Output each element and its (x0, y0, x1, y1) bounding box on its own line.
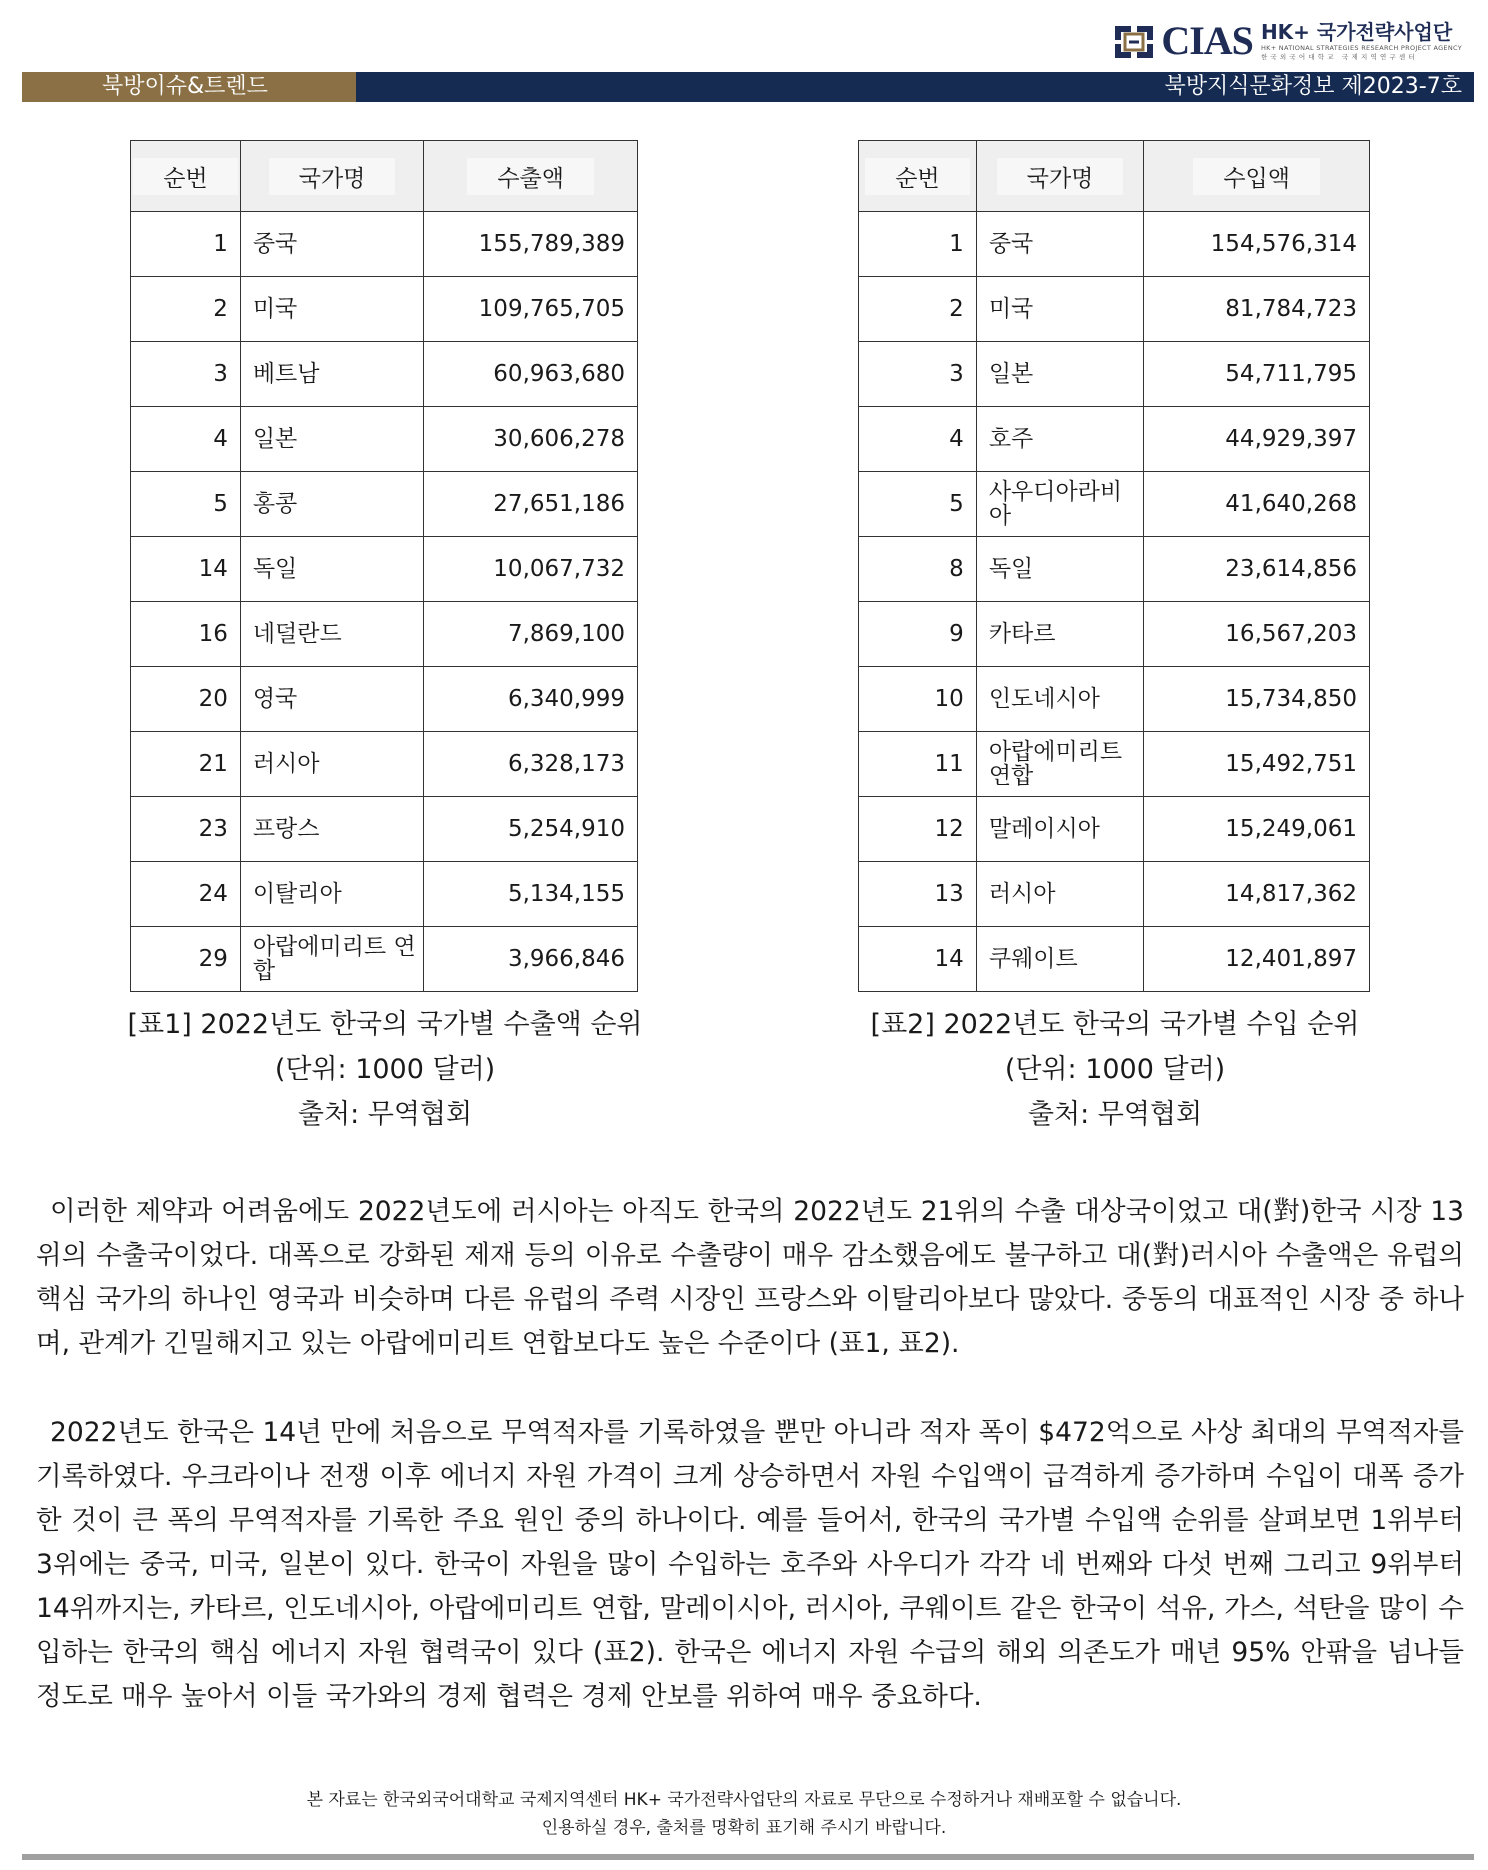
amount-cell: 6,328,173 (424, 732, 638, 797)
rank-cell: 29 (131, 927, 241, 992)
rank-cell: 1 (859, 212, 977, 277)
rank-cell: 24 (131, 862, 241, 927)
rank-cell: 2 (131, 277, 241, 342)
column-header-label: 수입액 (1193, 158, 1320, 195)
country-cell: 이탈리아 (240, 862, 423, 927)
column-header-label: 국가명 (269, 158, 396, 195)
amount-cell: 10,067,732 (424, 537, 638, 602)
rank-cell: 4 (859, 407, 977, 472)
rank-cell: 5 (131, 472, 241, 537)
body-paragraph: 이러한 제약과 어려움에도 2022년도에 러시아는 아직도 한국의 2022년도 21위의 수출 대상국이었고 대(對)한국 시장 13위의 수출국이었다. 대폭으로 강화된 제재 등의 이유로 수출량이 매우 감소했음에도 불구하고 대(對)러시아 수출액은 유럽의 핵심 국가의 하나인 영국과 비슷하며 다른 유럽의 주력 시장인 프랑스와 이탈리아보다 많았다. 중동의 대표적인 시장 중 하나며, 관계가 긴밀해지고 있는 아랍에미리트 연합보다도 높은 수준이다 (표1, 표2). (36, 1196, 1464, 1359)
caption-unit: (단위: 1000 달러) (274, 1054, 496, 1085)
country-cell: 아랍에미리트 연합 (240, 927, 423, 992)
body-paragraph: 2022년도 한국은 14년 만에 처음으로 무역적자를 기록하였을 뿐만 아니라 적자 폭이 $472억으로 사상 최대의 무역적자를 기록하였다. 우크라이나 전쟁 이후 에너지 자원 가격이 크게 상승하면서 자원 수입액이 급격하게 증가하며 수입이 대폭 증가한 것이 큰 폭의 무역적자를 기록한 주요 원인 중의 하나이다. 예를 들어서, 한국의 국가별 수입액 순위를 살펴보면 1위부터 3위에는 중국, 미국, 일본이 있다. 한국이 자원을 많이 수입하는 호주와 사우디가 각각 네 번째와 다섯 번째 그리고 9위부터 14위까지는, 카타르, 인도네시아, 아랍에미리트 연합, 말레이시아, 러시아, 쿠웨이트 같은 한국이 석유, 가스, 석탄을 많이 수입하는 한국의 핵심 에너지 자원 협력국이 있다 (표2). 한국은 에너지 자원 수급의 해외 의존도가 매년 95% 안팎을 넘나들 정도로 매우 높아서 이들 국가와의 경제 협력은 경제 안보를 위하여 매우 중요하다. (36, 1417, 1464, 1712)
table-row (859, 797, 1370, 862)
table-row (131, 797, 638, 862)
rank-cell: 4 (131, 407, 241, 472)
country-cell: 인도네시아 (976, 667, 1144, 732)
rank-cell: 3 (859, 342, 977, 407)
country-cell: 독일 (976, 537, 1144, 602)
table-row (859, 407, 1370, 472)
country-cell: 카타르 (976, 602, 1144, 667)
table-row (859, 927, 1370, 992)
column-header-label: 순번 (133, 158, 237, 195)
table-row (131, 927, 638, 992)
rank-cell: 11 (859, 732, 977, 797)
country-cell: 호주 (976, 407, 1144, 472)
amount-cell: 5,254,910 (424, 797, 638, 862)
amount-cell: 15,249,061 (1144, 797, 1370, 862)
caption-unit: (단위: 1000 달러) (1004, 1054, 1226, 1085)
column-header-label: 국가명 (997, 158, 1124, 195)
footer-notice (0, 1786, 1488, 1842)
column-header (976, 141, 1144, 212)
rank-cell: 8 (859, 537, 977, 602)
export-ranking-table (130, 140, 638, 992)
amount-cell: 15,492,751 (1144, 732, 1370, 797)
import-ranking-table (858, 140, 1370, 992)
country-cell: 미국 (240, 277, 423, 342)
table-row (859, 602, 1370, 667)
table-row (859, 862, 1370, 927)
table-row (131, 472, 638, 537)
amount-cell: 27,651,186 (424, 472, 638, 537)
table-row (859, 537, 1370, 602)
table-header-row (131, 141, 638, 212)
caption-source: 출처: 무역협회 (297, 1099, 473, 1130)
country-cell: 중국 (240, 212, 423, 277)
country-cell: 러시아 (240, 732, 423, 797)
amount-cell: 109,765,705 (424, 277, 638, 342)
table-row (131, 602, 638, 667)
table-row (131, 537, 638, 602)
column-header-label: 수출액 (467, 158, 594, 195)
column-header-label: 순번 (865, 158, 969, 195)
table-row (131, 407, 638, 472)
table-row (859, 212, 1370, 277)
amount-cell: 15,734,850 (1144, 667, 1370, 732)
country-cell: 베트남 (240, 342, 423, 407)
issue-label: 북방지식문화정보 제2023-7호 (356, 72, 1474, 102)
header-logo (1111, 16, 1462, 66)
rank-cell: 16 (131, 602, 241, 667)
table-row (859, 277, 1370, 342)
amount-cell: 155,789,389 (424, 212, 638, 277)
country-cell: 영국 (240, 667, 423, 732)
table-row (859, 667, 1370, 732)
org-subtitle-en: HK+ NATIONAL STRATEGIES RESEARCH PROJECT AGENCY (1260, 44, 1462, 52)
amount-cell: 23,614,856 (1144, 537, 1370, 602)
country-cell: 일본 (976, 342, 1144, 407)
footer-rule (22, 1854, 1474, 1860)
cias-emblem-icon (1111, 18, 1157, 64)
table-row (859, 732, 1370, 797)
amount-cell: 3,966,846 (424, 927, 638, 992)
table-row (131, 277, 638, 342)
amount-cell: 14,817,362 (1144, 862, 1370, 927)
rank-cell: 1 (131, 212, 241, 277)
amount-cell: 7,869,100 (424, 602, 638, 667)
amount-cell: 6,340,999 (424, 667, 638, 732)
country-cell: 중국 (976, 212, 1144, 277)
rank-cell: 10 (859, 667, 977, 732)
rank-cell: 12 (859, 797, 977, 862)
column-header (424, 141, 638, 212)
amount-cell: 154,576,314 (1144, 212, 1370, 277)
column-header (240, 141, 423, 212)
country-cell: 사우디아라비아 (976, 472, 1144, 537)
country-cell: 일본 (240, 407, 423, 472)
amount-cell: 44,929,397 (1144, 407, 1370, 472)
country-cell: 말레이시아 (976, 797, 1144, 862)
amount-cell: 81,784,723 (1144, 277, 1370, 342)
rank-cell: 9 (859, 602, 977, 667)
country-cell: 쿠웨이트 (976, 927, 1144, 992)
logo-text: CIAS (1161, 18, 1253, 63)
amount-cell: 60,963,680 (424, 342, 638, 407)
rank-cell: 13 (859, 862, 977, 927)
table-row (131, 212, 638, 277)
table-row (131, 667, 638, 732)
country-cell: 독일 (240, 537, 423, 602)
rank-cell: 5 (859, 472, 977, 537)
rank-cell: 21 (131, 732, 241, 797)
footer-line: 본 자료는 한국외국어대학교 국제지역센터 HK+ 국가전략사업단의 자료로 무단으로 수정하거나 재배포할 수 없습니다. (306, 1790, 1182, 1810)
column-header (859, 141, 977, 212)
column-header (131, 141, 241, 212)
rank-cell: 14 (131, 537, 241, 602)
country-cell: 네덜란드 (240, 602, 423, 667)
rank-cell: 23 (131, 797, 241, 862)
org-title: HK+ 국가전략사업단 (1260, 20, 1453, 44)
table-row (131, 862, 638, 927)
table-header-row (859, 141, 1370, 212)
table-row (131, 342, 638, 407)
caption-title: [표1] 2022년도 한국의 국가별 수출액 순위 (127, 1009, 643, 1040)
caption-title: [표2] 2022년도 한국의 국가별 수입 순위 (870, 1009, 1360, 1040)
import-table-caption (810, 1002, 1420, 1137)
section-label: 북방이슈&트렌드 (22, 72, 356, 102)
rank-cell: 3 (131, 342, 241, 407)
country-cell: 프랑스 (240, 797, 423, 862)
rank-cell: 14 (859, 927, 977, 992)
amount-cell: 5,134,155 (424, 862, 638, 927)
org-subtitle-ko: 한국외국어대학교 국제지역연구센터 (1260, 53, 1418, 61)
export-table-caption (80, 1002, 690, 1137)
country-cell: 홍콩 (240, 472, 423, 537)
rank-cell: 2 (859, 277, 977, 342)
country-cell: 러시아 (976, 862, 1144, 927)
table-row (859, 342, 1370, 407)
header-bar (22, 72, 1474, 102)
country-cell: 미국 (976, 277, 1144, 342)
amount-cell: 12,401,897 (1144, 927, 1370, 992)
country-cell: 아랍에미리트 연합 (976, 732, 1144, 797)
amount-cell: 16,567,203 (1144, 602, 1370, 667)
column-header (1144, 141, 1370, 212)
amount-cell: 30,606,278 (424, 407, 638, 472)
amount-cell: 41,640,268 (1144, 472, 1370, 537)
rank-cell: 20 (131, 667, 241, 732)
table-row (131, 732, 638, 797)
table-row (859, 472, 1370, 537)
footer-line: 인용하실 경우, 출처를 명확히 표기해 주시기 바랍니다. (541, 1818, 947, 1838)
caption-source: 출처: 무역협회 (1027, 1099, 1203, 1130)
amount-cell: 54,711,795 (1144, 342, 1370, 407)
